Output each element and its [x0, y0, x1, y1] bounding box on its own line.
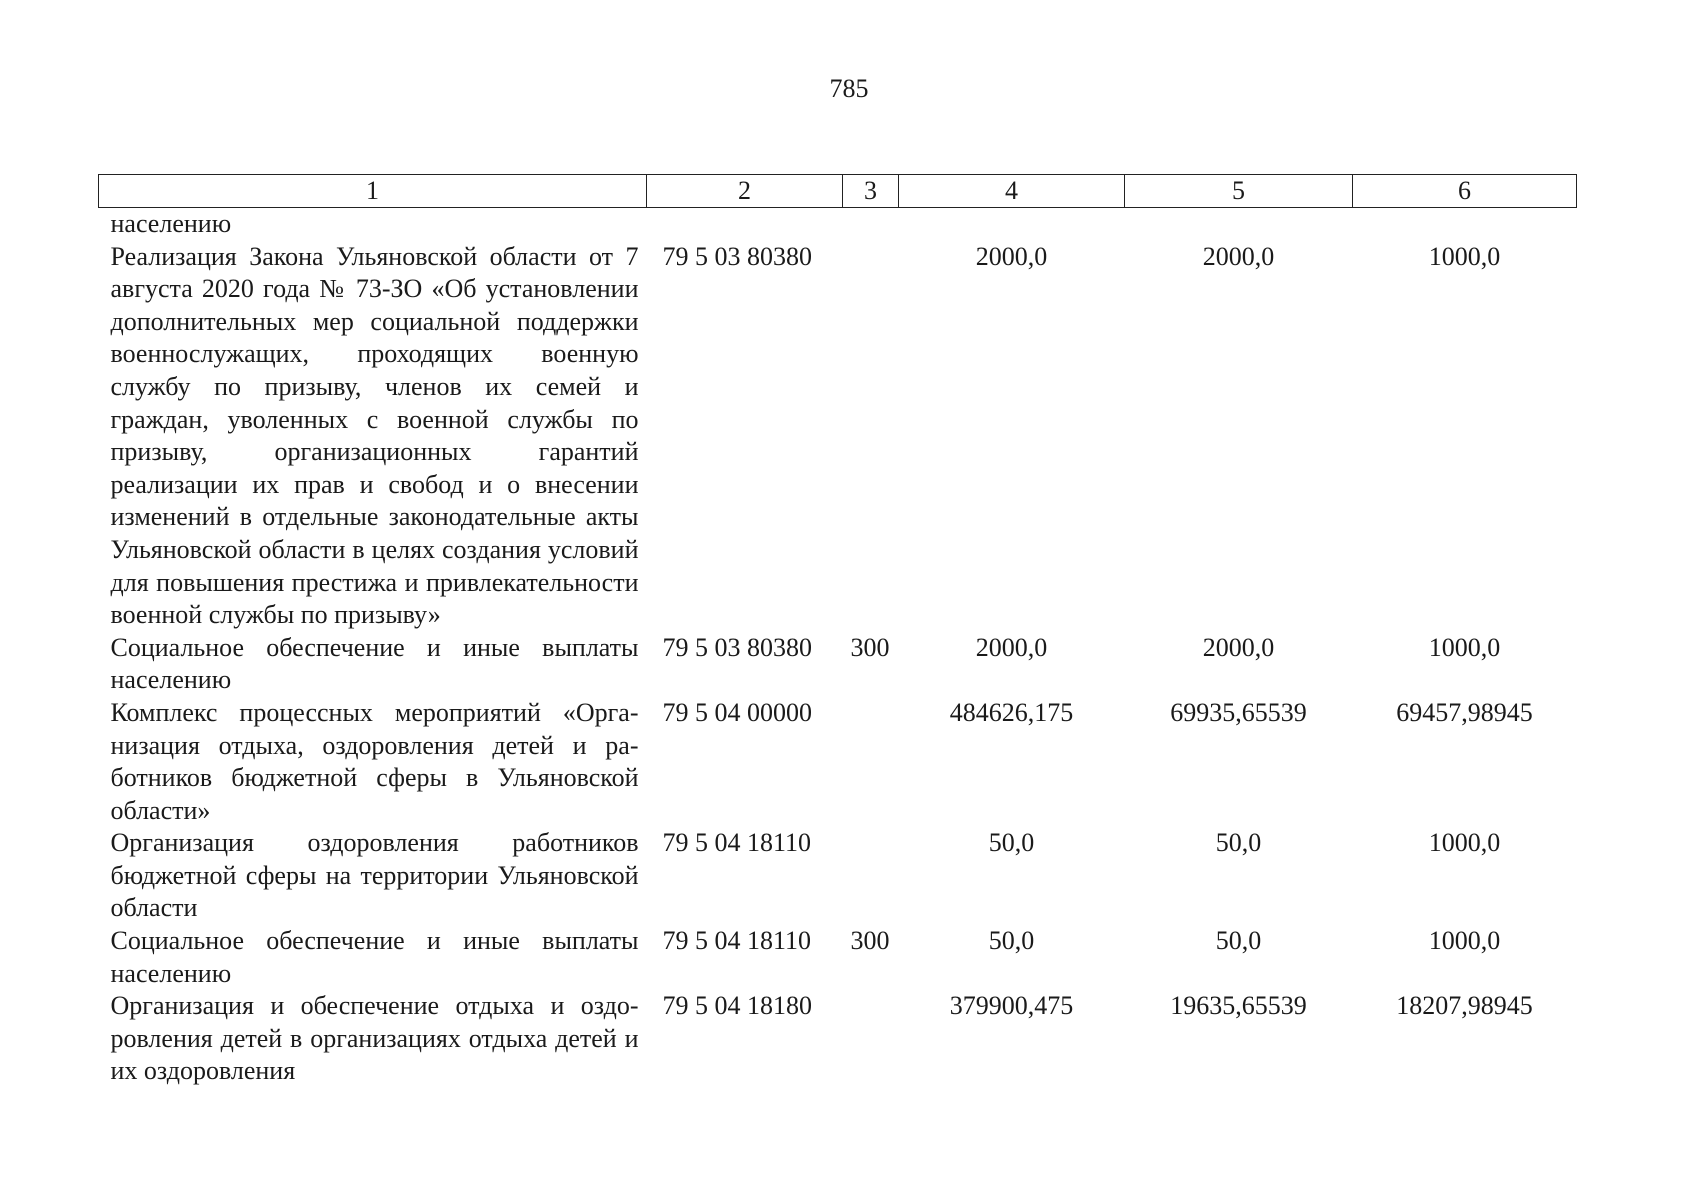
row-amount-3 — [1353, 208, 1577, 241]
row-amount-2: 2000,0 — [1202, 632, 1275, 662]
row-amount-1: 484626,175 — [949, 697, 1074, 727]
row-code: 79 5 04 18180 — [662, 991, 812, 1021]
row-name: населению — [110, 209, 232, 238]
row-name: Реализация Закона Ульяновской области от 7 августа 2020 года № 73-ЗО «Об установлении дополнительных мер социальной поддержки военнослужащих, проходящих военную службу по призыву, членов их семей и граждан, уволенных с военной службы по призыву, организационных гарантий реализации их прав и свобод и о внесении изменений в отдельные законодательные акты Ульяновской области в целях создания условий для повышения престижа и привлекательности военной службы по призыву» — [110, 241, 639, 630]
table-header — [99, 175, 1577, 208]
row-code: 79 5 04 18110 — [662, 828, 812, 858]
row-amount-3: 1000,0 — [1428, 926, 1501, 956]
row-amount-3: 69457,98945 — [1396, 697, 1533, 727]
row-amount-1: 2000,0 — [975, 632, 1048, 662]
row-amount-2: 50,0 — [1215, 828, 1262, 858]
column-header-kind: 3 — [843, 175, 899, 208]
table-body — [99, 208, 1577, 1089]
row-amount-3: 1000,0 — [1428, 828, 1501, 858]
row-name: Социальное обеспечение и иные выплаты населению — [110, 926, 639, 988]
row-code: 79 5 03 80380 — [662, 241, 812, 271]
row-amount-2: 2000,0 — [1202, 241, 1275, 271]
row-kind — [843, 827, 899, 925]
table-row — [99, 632, 1577, 697]
row-amount-3: 1000,0 — [1428, 632, 1501, 662]
row-amount-3: 18207,98945 — [1396, 991, 1533, 1021]
row-amount-2: 69935,65539 — [1170, 697, 1307, 727]
row-amount-1: 379900,475 — [949, 991, 1074, 1021]
table-row — [99, 208, 1577, 241]
row-kind: 300 — [850, 926, 890, 956]
row-code: 79 5 03 80380 — [662, 632, 812, 662]
row-code: 79 5 04 00000 — [662, 697, 812, 727]
row-amount-1: 50,0 — [988, 926, 1035, 956]
budget-table — [98, 174, 1577, 1088]
column-header-amount-2: 5 — [1125, 175, 1353, 208]
row-amount-1: 50,0 — [988, 828, 1035, 858]
row-kind — [843, 990, 899, 1088]
row-amount-2: 50,0 — [1215, 926, 1262, 956]
row-amount-1: 2000,0 — [975, 241, 1048, 271]
header-row — [99, 175, 1577, 208]
row-amount-2 — [1125, 208, 1353, 241]
column-header-amount-1: 4 — [899, 175, 1125, 208]
row-name: Организация оздоровления работников бюджетной сферы на территории Ульяновской области — [110, 828, 639, 923]
row-name: Социальное обеспечение и иные выплаты населению — [110, 632, 639, 695]
row-code — [647, 208, 843, 241]
column-header-code: 2 — [647, 175, 843, 208]
row-amount-2: 19635,65539 — [1170, 991, 1307, 1021]
row-kind: 300 — [850, 632, 890, 662]
table-row — [99, 925, 1577, 990]
column-header-amount-3: 6 — [1353, 175, 1577, 208]
row-amount-3: 1000,0 — [1428, 241, 1501, 271]
row-kind — [843, 208, 899, 241]
table-row — [99, 697, 1577, 827]
table-row — [99, 990, 1577, 1088]
row-kind — [843, 241, 899, 632]
row-name: Комплекс процессных мероприятий «Организация отдыха, оздоровления детей и работников бюджетной сферы в Ульяновской области» — [110, 697, 639, 825]
page-number: 785 — [829, 74, 869, 103]
table-row — [99, 827, 1577, 925]
table-row — [99, 241, 1577, 632]
column-header-name: 1 — [99, 175, 647, 208]
row-name: Организация и обеспечение отдыха и оздоровления детей в организациях отдыха детей и их оздоровления — [110, 991, 639, 1086]
row-kind — [843, 697, 899, 827]
row-amount-1 — [899, 208, 1125, 241]
row-code: 79 5 04 18110 — [662, 926, 812, 956]
